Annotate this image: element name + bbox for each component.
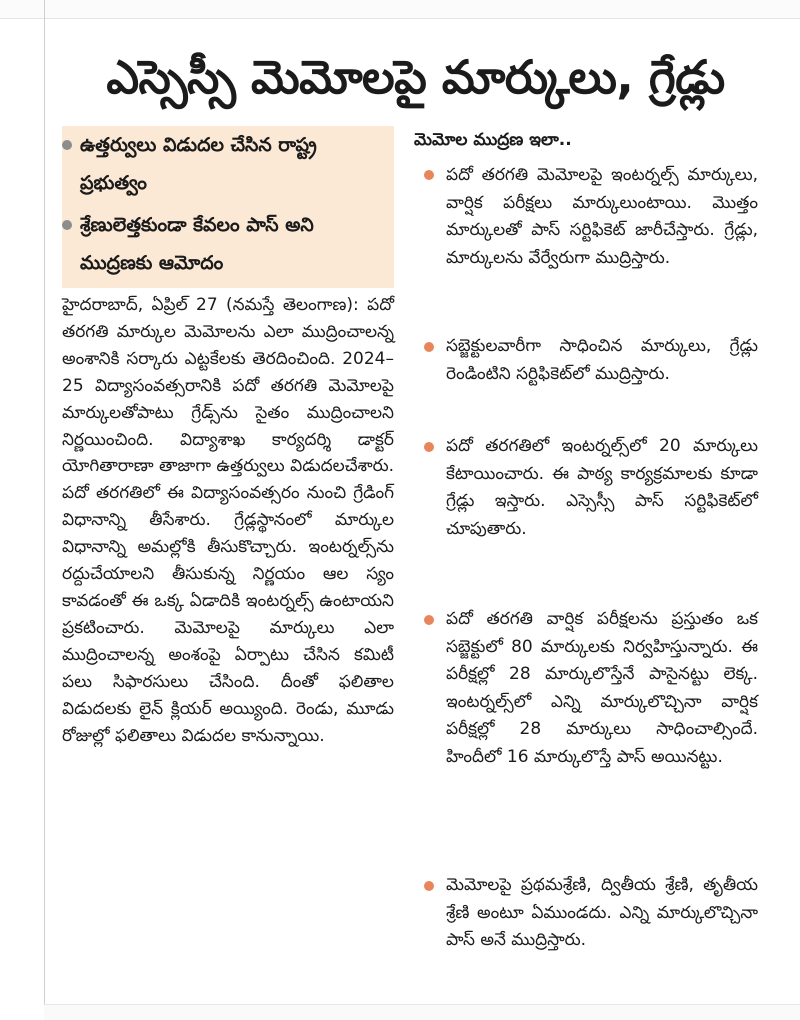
memo-point: సబ్జెక్టులవారీగా సాధించిన మార్కులు, గ్రేడ్లు రెండింటిని సర్టిఫికెట్‌లో ముద్రిస్తారు. <box>446 336 758 384</box>
memo-point: పదో తరగతి వార్షిక పరీక్షలను ప్రస్తుతం ఒక సబ్జెక్టులో 80 మార్కులకు నిర్వహిస్తున్నారు. ఈ పరీక్షల్లో 28 మార్కులొస్తేనే పాసైనట్టు లెక్క. ఇంటర్నల్స్‌లో ఎన్ని మార్కులొచ్చినా వార్షిక పరీక్షల్లో 28 మార్కులు సాధించాల్సిందే. హిందీలో 16 మార్కులొస్తే పాస్ అయినట్టు. <box>446 609 758 767</box>
bullet-icon <box>424 170 434 180</box>
bullet-icon <box>424 881 434 891</box>
next-article-edge <box>44 1004 800 1020</box>
memo-point: మెమోలపై ప్రథమశ్రేణి, ద్వితీయ శ్రేణి, తృతీయ శ్రేణి అంటూ ఏముండదు. ఎన్ని మార్కులొచ్చినా పాస్ అనే ముద్రిస్తారు. <box>446 875 758 950</box>
highlight-box <box>62 126 394 288</box>
highlight-item: ఉత్తర్వులు విడుదల చేసిన రాష్ట్ర ప్రభుత్వం <box>80 134 317 194</box>
bullet-icon <box>424 342 434 352</box>
headline: ఎస్సెస్సీ మెమోలపై మార్కులు, గ్రేడ్లు <box>106 50 725 104</box>
highlight-item: శ్రేణులెత్తకుండా కేవలం పాస్ అని ముద్రణకు ఆమోదం <box>80 214 314 274</box>
memo-point: పదో తరగతిలో ఇంటర్నల్స్‌లో 20 మార్కులు కేటాయించారు. ఈ పాఠ్య కార్యక్రమాలకు కూడా గ్రేడ్లు ఇస్తారు. ఎస్సెస్సీ పాస్ సర్టిఫికెట్‌లో చూపుతారు. <box>446 436 758 539</box>
bullet-icon <box>62 220 72 230</box>
bullet-icon <box>62 140 72 150</box>
article-body: హైదరాబాద్, ఏప్రిల్ 27 (నమస్తే తెలంగాణ): పదో తరగతి మార్కుల మెమోలను ఎలా ముద్రించాలన్న అంశానికి సర్కారు ఎట్టకేలకు తెరదించింది. 2024–25 విద్యాసంవత్సరానికి పదో తరగతి మెమోలపై మార్కులతోపాటు గ్రేడ్స్‌ను సైతం ముద్రించాలని నిర్ణయించింది. విద్యాశాఖ కార్యదర్శి డాక్టర్ యోగితారాణా తాజాగా ఉత్తర్వులు విడుదలచేశారు. పదో తరగతిలో ఈ విద్యాసంవత్సరం నుంచి గ్రేడింగ్ విధానాన్ని తీసేశారు. గ్రేడ్లస్థానంలో మార్కుల విధానాన్ని అమల్లోకి తీసుకొచ్చారు. ఇంటర్నల్స్‌ను రద్దుచేయాలని తీసుకున్న నిర్ణయం ఆల స్యం కావడంతో ఈ ఒక్క ఏడాదికి ఇంటర్నల్స్ ఉంటాయని ప్రకటించారు. మెమోలపై మార్కులు ఎలా ముద్రించాలన్న అంశంపై ఏర్పాటు చేసిన కమిటీ పలు సిఫారసులు చేసింది. దీంతో ఫలితాల విడుదలకు లైన్ క్లియర్ అయ్యింది. రెండు, మూడు రోజుల్లో ఫలితాలు విడుదల కానున్నాయి. <box>62 295 394 746</box>
column-rule <box>44 0 45 1019</box>
memo-point: పదో తరగతి మెమోలపై ఇంటర్నల్స్ మార్కులు, వార్షిక పరీక్షలు మార్కులుంటాయి. మొత్తం మార్కులతో పాస్ సర్టిఫికెట్ జారీచేస్తారు. గ్రేడ్లు, మార్కులను వేర్వేరుగా ముద్రిస్తారు. <box>446 165 758 268</box>
previous-article-edge <box>0 0 800 19</box>
bullet-icon <box>424 442 434 452</box>
section-heading: మెమోల ముద్రణ ఇలా.. <box>414 130 572 150</box>
bullet-icon <box>424 615 434 625</box>
